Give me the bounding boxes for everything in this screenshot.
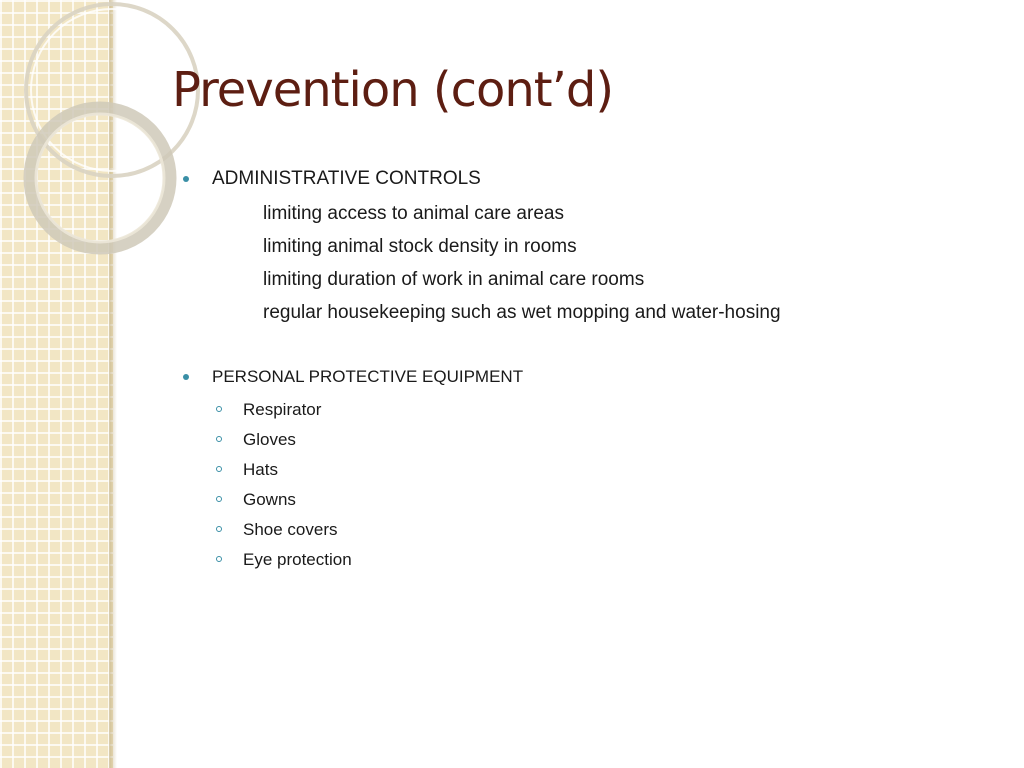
- hollow-bullet-icon: [216, 406, 222, 412]
- hollow-bullet-icon: [216, 556, 222, 562]
- list-item-text: Gloves: [243, 430, 296, 449]
- list-item: limiting animal stock density in rooms: [263, 236, 577, 257]
- slide-content: [180, 165, 980, 575]
- list-item-text: Respirator: [243, 400, 322, 419]
- list-item: [216, 395, 980, 425]
- hollow-bullet-icon: [216, 436, 222, 442]
- hollow-bullet-icon: [216, 496, 222, 502]
- list-item-text: Shoe covers: [243, 520, 338, 539]
- section-heading: [180, 165, 980, 193]
- list-item-text: Eye protection: [243, 550, 352, 569]
- list-item: limiting access to animal care areas: [263, 203, 564, 224]
- slide-title: Prevention (cont’d): [172, 62, 614, 118]
- list-item: [216, 455, 980, 485]
- bullet-dot-icon: [183, 176, 189, 182]
- section-heading-text: PERSONAL PROTECTIVE EQUIPMENT: [212, 367, 524, 386]
- list-item: regular housekeeping such as wet mopping and water-hosing: [263, 302, 781, 323]
- list-item-text: Gowns: [243, 490, 296, 509]
- hollow-bullet-icon: [216, 466, 222, 472]
- list-item: [216, 545, 980, 575]
- list-item: [216, 425, 980, 455]
- ppe-list: [180, 395, 980, 575]
- list-item: [216, 485, 980, 515]
- administrative-controls-list: [180, 197, 980, 329]
- list-item-text: Hats: [243, 460, 278, 479]
- section-heading: [180, 365, 980, 389]
- bullet-dot-icon: [183, 374, 189, 380]
- section-heading-text: ADMINISTRATIVE CONTROLS: [212, 168, 481, 189]
- list-item: [216, 515, 980, 545]
- hollow-bullet-icon: [216, 526, 222, 532]
- administrative-controls-section: [180, 165, 980, 329]
- list-item: limiting duration of work in animal care rooms: [263, 269, 645, 290]
- decorative-rings: [0, 0, 200, 260]
- personal-protective-equipment-section: [180, 365, 980, 575]
